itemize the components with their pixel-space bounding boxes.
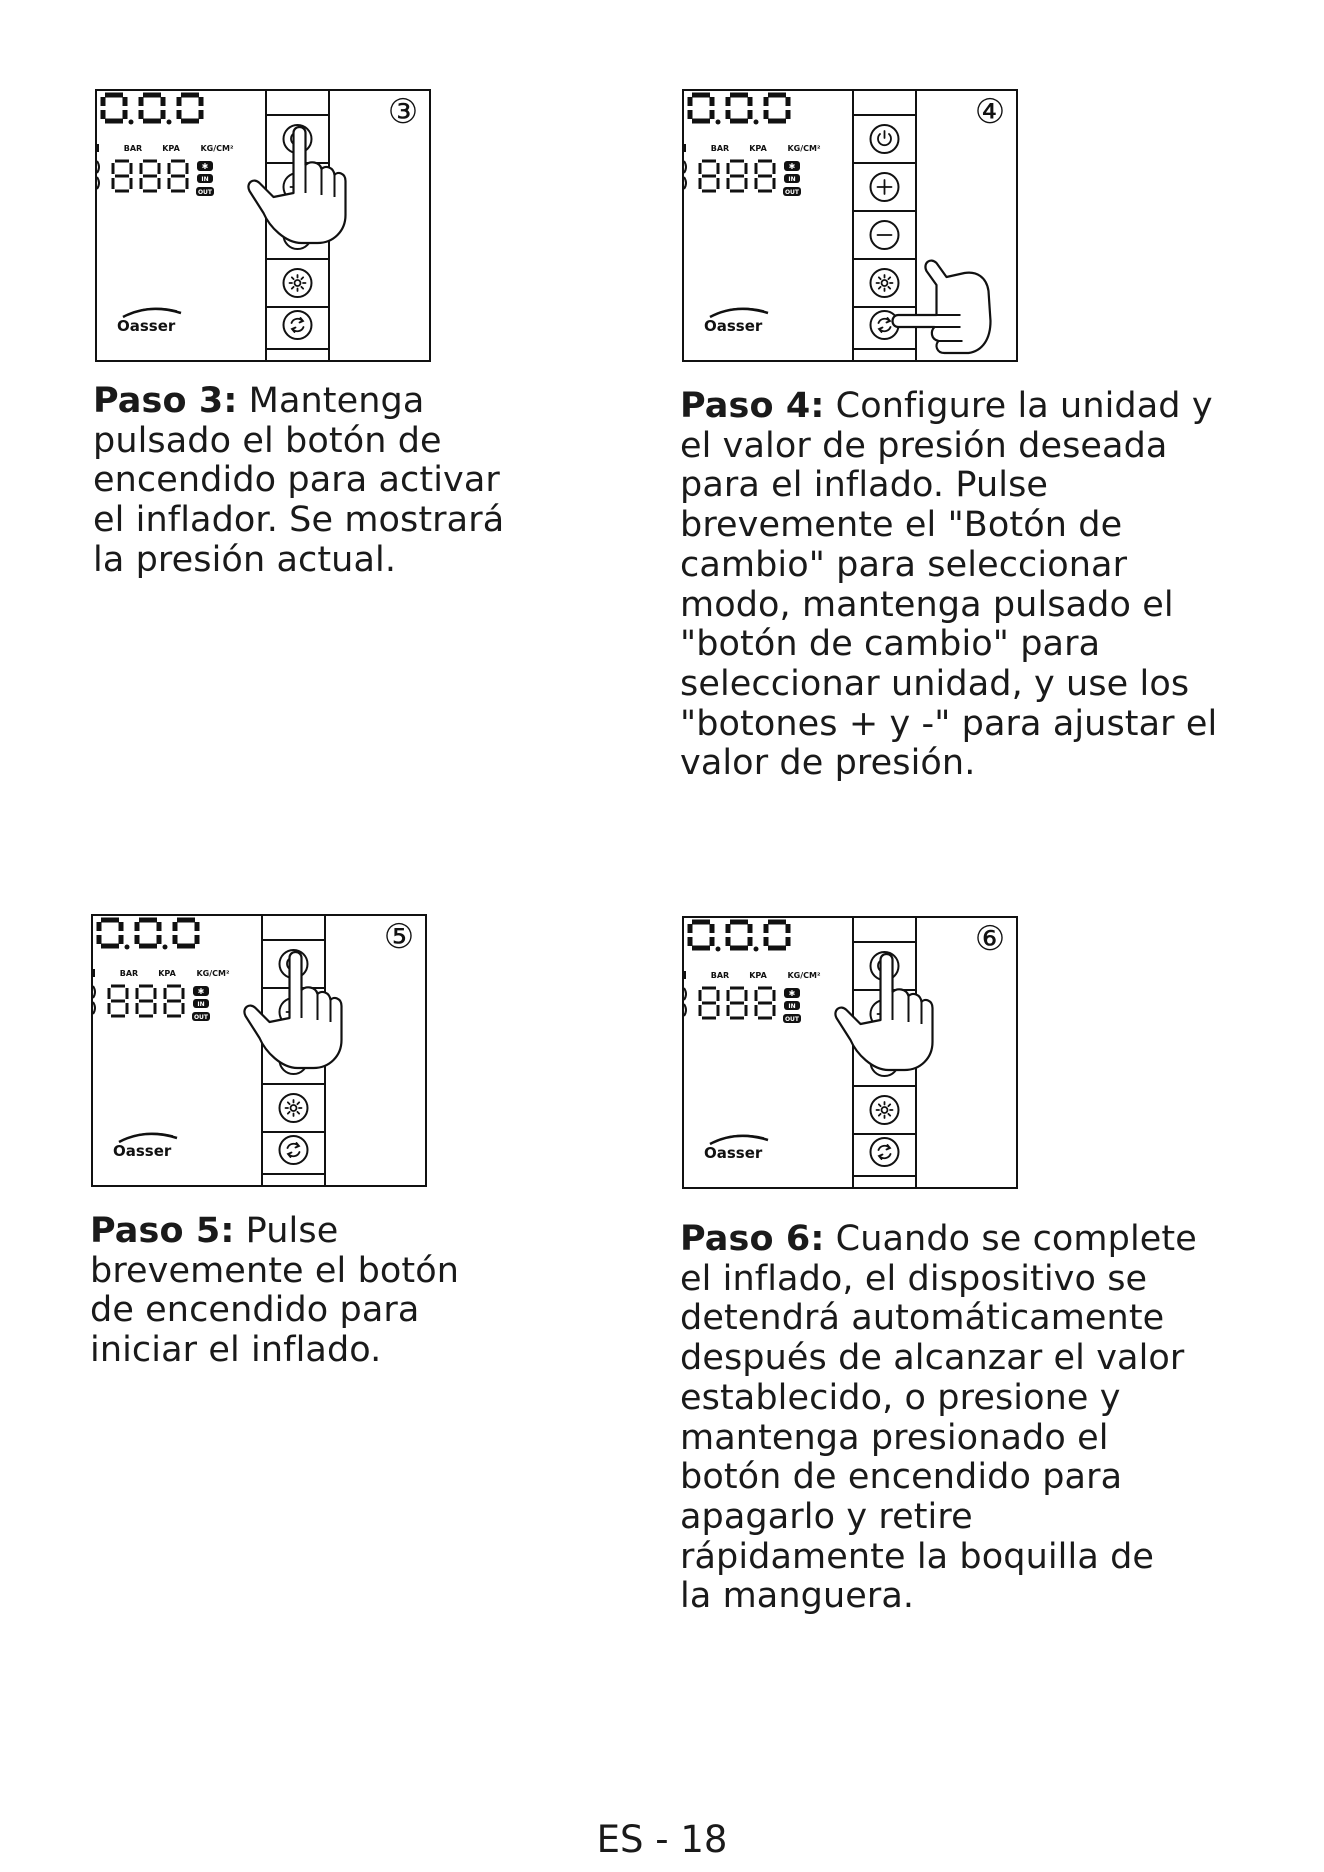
svg-text:OUT: OUT	[784, 189, 800, 196]
inflator-panel-illustration	[91, 914, 427, 1187]
svg-text:✱: ✱	[201, 162, 209, 171]
svg-text:⑤: ⑤	[383, 917, 415, 957]
svg-text:Oasser: Oasser	[704, 317, 763, 335]
mode-button[interactable]	[871, 1138, 899, 1166]
step-badge	[388, 92, 418, 132]
unit-label: KG/CM²	[196, 969, 230, 978]
svg-text:④: ④	[974, 92, 1006, 132]
step-6-figure	[682, 916, 1018, 1189]
step-4-label: Paso 4:	[680, 386, 825, 426]
svg-text:OUT: OUT	[193, 1014, 209, 1021]
light-button[interactable]	[280, 1094, 308, 1122]
oasser-logo	[113, 1133, 177, 1160]
step-badge	[975, 919, 1005, 959]
svg-text:③: ③	[387, 92, 419, 132]
inflator-panel-illustration	[682, 916, 1018, 1189]
step-3-label: Paso 3:	[93, 381, 238, 421]
unit-label: KG/CM²	[787, 971, 821, 980]
lcd-display	[684, 95, 821, 196]
unit-label: KG/CM²	[200, 144, 234, 153]
step-5-figure	[91, 914, 427, 1187]
inflator-panel-illustration	[682, 89, 1018, 362]
step-3-body: Mantenga pulsado el botón de encendido para activar el inflador. Se mostrará la presión actual.	[93, 381, 505, 580]
svg-text:✱: ✱	[788, 162, 796, 171]
light-button[interactable]	[871, 269, 899, 297]
lcd-display	[93, 920, 230, 1021]
minus-button[interactable]	[871, 221, 899, 249]
svg-text:IN: IN	[788, 1003, 796, 1010]
light-button[interactable]	[284, 269, 312, 297]
unit-label: BAR	[119, 969, 139, 978]
step-6-text	[680, 1220, 1197, 1617]
lcd-display	[97, 95, 234, 196]
lcd-display	[684, 922, 821, 1023]
step-badge	[975, 92, 1005, 132]
svg-text:⑥: ⑥	[974, 919, 1006, 959]
svg-text:Oasser: Oasser	[117, 317, 176, 335]
step-6-label: Paso 6:	[680, 1219, 825, 1259]
svg-text:OUT: OUT	[197, 189, 213, 196]
oasser-logo	[704, 1135, 768, 1162]
svg-text:Oasser: Oasser	[704, 1144, 763, 1162]
svg-text:Oasser: Oasser	[113, 1142, 172, 1160]
unit-label: BAR	[710, 144, 730, 153]
page-number: ES - 18	[596, 1818, 728, 1861]
oasser-logo	[117, 308, 181, 335]
step-5-label: Paso 5:	[90, 1211, 235, 1251]
step-3-figure	[95, 89, 431, 362]
inflator-panel-illustration	[95, 89, 431, 362]
step-6-body: Cuando se complete el inflado, el dispositivo se detendrá automáticamente después de alcanzar el valor establecido, o presione y mantenga presionado el botón de encendido para apagarlo y retire rápidamente la boquilla de la manguera.	[680, 1219, 1197, 1617]
step-badge	[384, 917, 414, 957]
step-4-body: Configure la unidad y el valor de presión deseada para el inflado. Pulse brevemente el "Botón de cambio" para seleccionar modo, mantenga pulsado el "botón de cambio" para seleccionar unidad, y use los "botones + y -" para ajustar el valor de presión.	[680, 386, 1218, 784]
unit-label: KPA	[162, 144, 180, 153]
oasser-logo	[704, 308, 768, 335]
svg-text:IN: IN	[197, 1001, 205, 1008]
unit-label: KPA	[749, 971, 767, 980]
mode-button[interactable]	[280, 1136, 308, 1164]
step-4-text	[680, 387, 1217, 784]
mode-button[interactable]	[284, 311, 312, 339]
svg-text:✱: ✱	[197, 987, 205, 996]
pointing-hand-icon	[248, 127, 345, 243]
light-button[interactable]	[871, 1096, 899, 1124]
pointing-hand-icon	[244, 952, 341, 1068]
unit-label: BAR	[710, 971, 730, 980]
pointing-hand-icon	[835, 954, 932, 1070]
step-5-body: Pulse brevemente el botón de encendido para iniciar el inflado.	[90, 1211, 460, 1371]
unit-label: KPA	[749, 144, 767, 153]
step-5-text	[90, 1212, 459, 1371]
step-4-figure	[682, 89, 1018, 362]
svg-text:OUT: OUT	[784, 1016, 800, 1023]
step-3-text	[93, 382, 504, 581]
plus-button[interactable]	[871, 173, 899, 201]
svg-text:✱: ✱	[788, 989, 796, 998]
power-button[interactable]	[871, 125, 899, 153]
svg-text:IN: IN	[201, 176, 209, 183]
svg-text:IN: IN	[788, 176, 796, 183]
unit-label: KPA	[158, 969, 176, 978]
unit-label: KG/CM²	[787, 144, 821, 153]
unit-label: BAR	[123, 144, 143, 153]
